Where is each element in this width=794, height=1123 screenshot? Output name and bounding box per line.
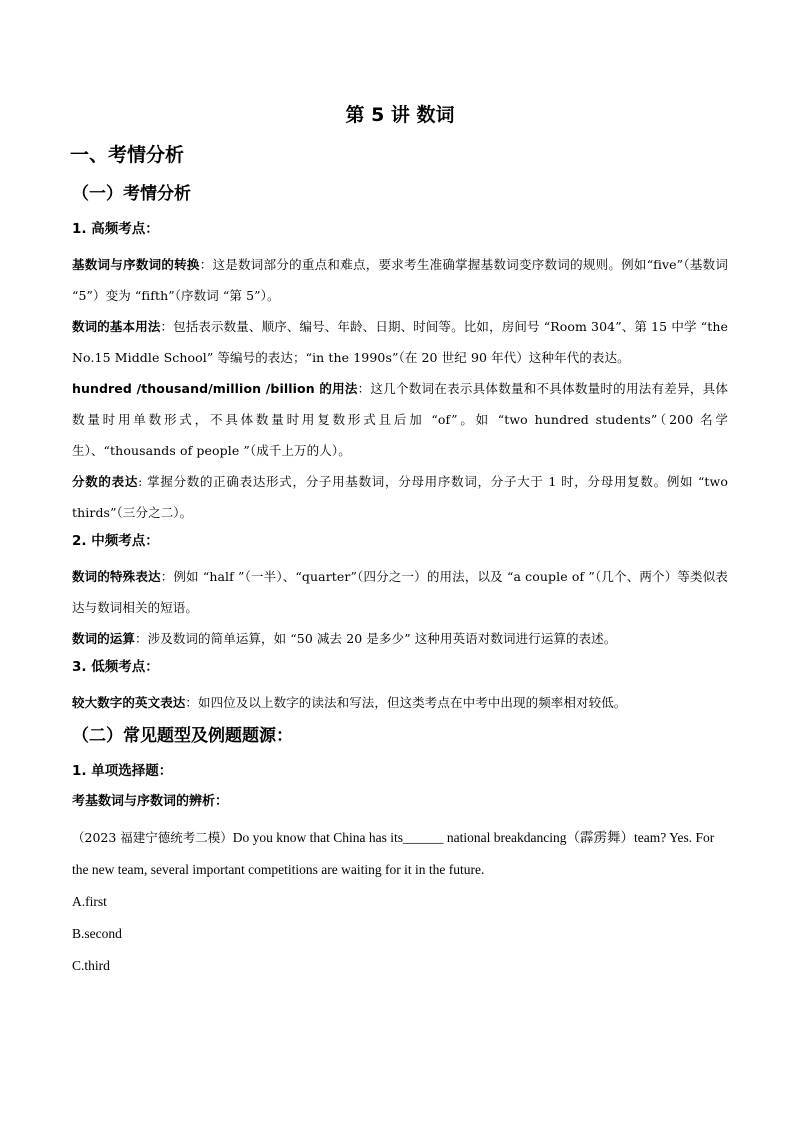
paragraph-large-numbers	[72, 687, 728, 718]
paragraph-text: ：这几个数词在表示具体数量和不具体数量时的用法有差异，具体数量时用单数形式，不具体数量时用复数形式且后加 “of”。如 “two hundred students”（200 名学生）、“thousands of people ”（成千上万的人）。	[72, 381, 728, 458]
document-page	[72, 100, 728, 982]
paragraph-text: ：如四位及以上数字的读法和写法，但这类考点在中考中出现的频率相对较低。	[185, 695, 627, 710]
topic-heading: 考基数词与序数词的辨析：	[72, 794, 229, 809]
high-frequency-heading: 1. 高频考点：	[72, 221, 159, 237]
paragraph-label: 较大数字的英文表达	[72, 695, 186, 710]
paragraph-text: ：涉及数词的简单运算，如 “50 减去 20 是多少” 这种用英语对数词进行运算的表述。	[135, 631, 617, 646]
paragraph-label: hundred /thousand/million /billion 的用法	[72, 381, 358, 396]
subsection-heading-analysis: （一）考情分析	[72, 184, 191, 204]
question-source: （2023 福建宁德统考二模）	[72, 830, 233, 845]
page-title: 第 5 讲 数词	[345, 104, 455, 126]
paragraph-text: : 掌握分数的正确表达形式，分子用基数词，分母用序数词，分子大于 1 时，分母用复数。例如 “two thirds”（三分之二）。	[72, 474, 728, 520]
question-stem	[72, 822, 728, 886]
paragraph-cardinal-ordinal	[72, 249, 728, 311]
paragraph-arithmetic	[72, 623, 728, 654]
paragraph-label: 分数的表达	[72, 474, 139, 489]
question-text: Do you know that China has its______ national breakdancing（霹雳舞）team? Yes. For the new team, several important competitions are waiting for it in the future.	[72, 830, 715, 877]
paragraph-text: ：包括表示数量、顺序、编号、年龄、日期、时间等。比如，房间号 “Room 304”、第 15 中学 “the No.15 Middle School” 等编号的表达；“in the 1990s”（在 20 世纪 90 年代）这种年代的表达。	[72, 319, 728, 365]
paragraph-special-expressions	[72, 561, 728, 623]
paragraph-hundred-usage	[72, 373, 728, 466]
section-heading-analysis: 一、考情分析	[70, 144, 185, 166]
paragraph-label: 基数词与序数词的转换	[72, 257, 200, 272]
paragraph-text: ：例如 “half ”（一半）、“quarter”（四分之一）的用法，以及 “a couple of ”（几个、两个）等类似表达与数词相关的短语。	[72, 569, 728, 615]
paragraph-label: 数词的特殊表达	[72, 569, 161, 584]
subsection-heading-question-types: （二）常见题型及例题题源：	[72, 726, 293, 746]
paragraph-fractions	[72, 466, 728, 528]
mid-frequency-heading: 2. 中频考点：	[72, 533, 159, 549]
option-b: B.second	[72, 926, 122, 941]
option-c: C.third	[72, 958, 110, 973]
low-frequency-heading: 3. 低频考点：	[72, 659, 159, 675]
paragraph-text: ：这是数词部分的重点和难点，要求考生准确掌握基数词变序数词的规则。例如“five”（基数词 “5”）变为 “fifth”（序数词 “第 5”）。	[72, 257, 728, 303]
paragraph-basic-usage	[72, 311, 728, 373]
single-choice-heading: 1. 单项选择题：	[72, 763, 173, 779]
paragraph-label: 数词的运算	[72, 631, 136, 646]
paragraph-label: 数词的基本用法	[72, 319, 161, 334]
option-a: A.first	[72, 894, 107, 909]
